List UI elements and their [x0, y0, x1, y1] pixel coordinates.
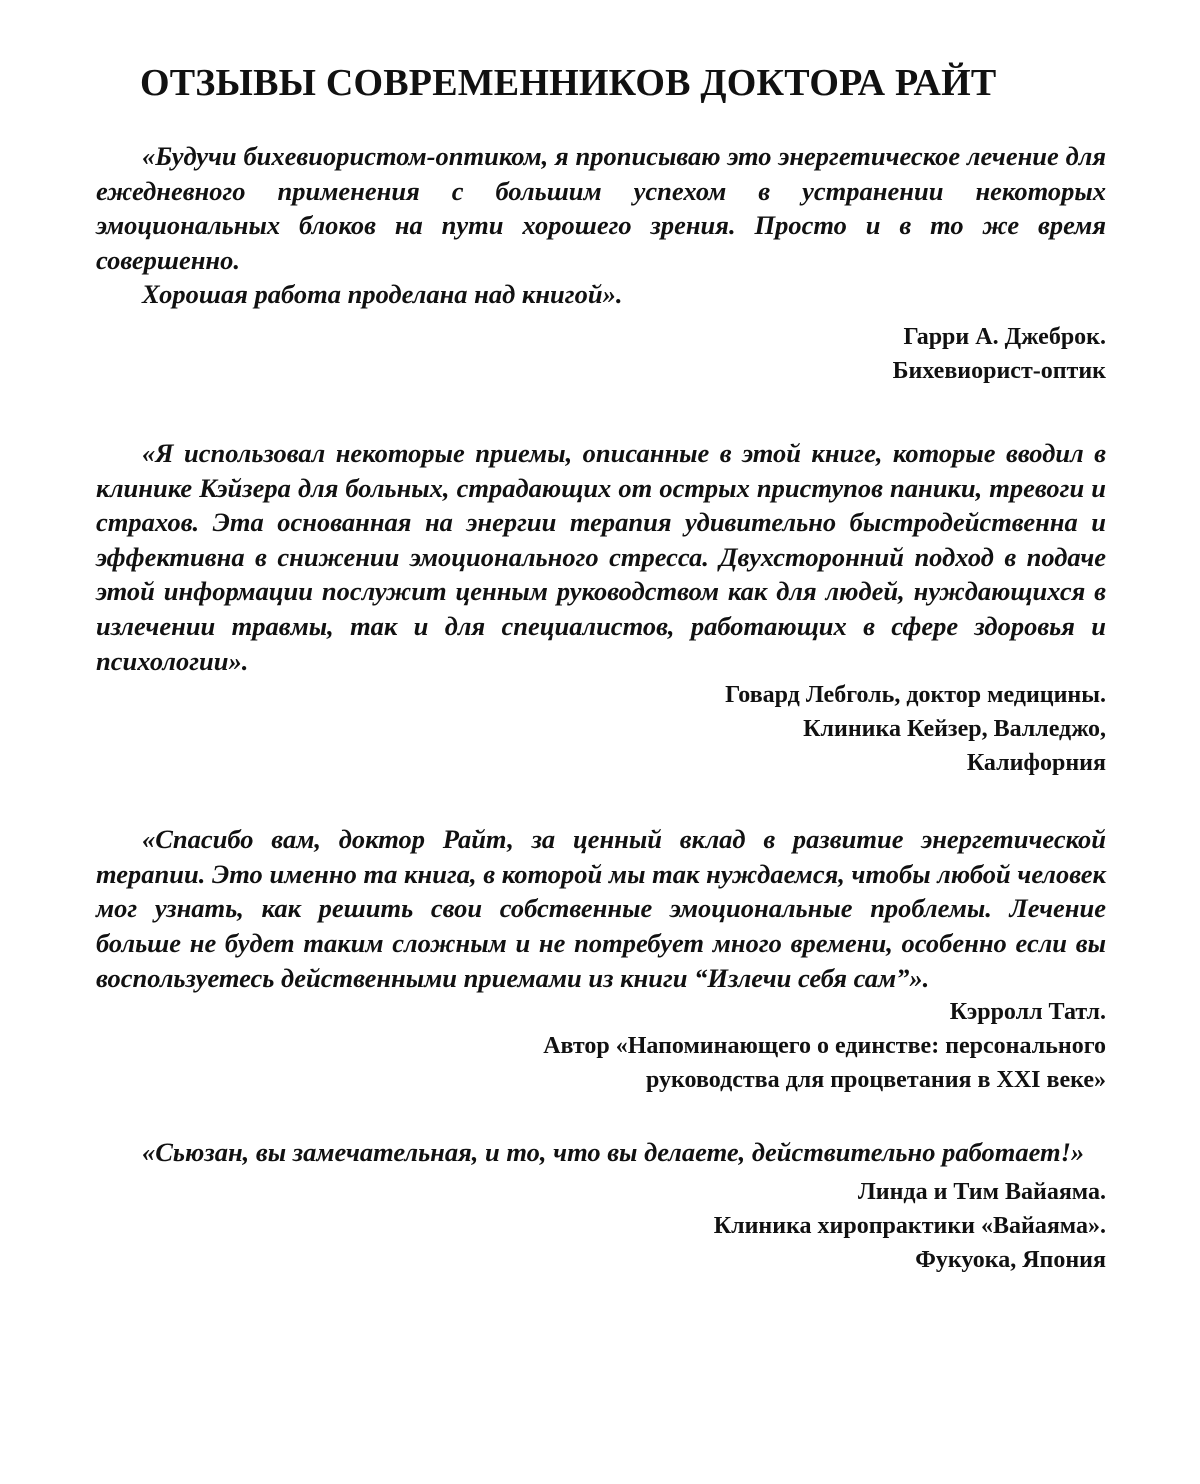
quote-paragraph: «Будучи бихевиористом-оптиком, я прописываю это энергетическое лечение для ежедневного применения с большим успехом в устранении некоторых эмоциональных блоков на пути хорошего зрения. Просто и в то же время совершенно. — [96, 139, 1106, 277]
attribution-line: руководства для процветания в XXI веке» — [96, 1063, 1106, 1097]
testimonial-attribution — [96, 678, 1106, 780]
attribution-line: Клиника Кейзер, Валледжо, — [96, 712, 1106, 746]
quote-paragraph: Хорошая работа проделана над книгой». — [96, 277, 1106, 312]
page-title: ОТЗЫВЫ СОВРЕМЕННИКОВ ДОКТОРА РАЙТ — [140, 58, 1106, 108]
attribution-line: Клиника хиропрактики «Вайаяма». — [96, 1209, 1106, 1243]
testimonial-quote — [96, 1135, 1106, 1170]
attribution-line: Гарри А. Джеброк. — [96, 320, 1106, 354]
attribution-line: Фукуока, Япония — [96, 1243, 1106, 1277]
testimonial-quote — [96, 139, 1106, 312]
testimonial-quote — [96, 822, 1106, 995]
quote-paragraph: «Я использовал некоторые приемы, описанные в этой книге, которые вводил в клинике Кэйзера для больных, страдающих от острых приступов паники, тревоги и страхов. Эта основанная на энергии терапия удивительно быстродейственна и эффективна в снижении эмоционального стресса. Двухсторонний подход в подаче этой информации послужит ценным руководством как для людей, нуждающихся в излечении травмы, так и для специалистов, работающих в сфере здоровья и психологии». — [96, 436, 1106, 678]
attribution-line: Автор «Напоминающего о единстве: персонального — [96, 1029, 1106, 1063]
attribution-line: Калифорния — [96, 746, 1106, 780]
testimonial-quote — [96, 436, 1106, 678]
quote-paragraph: «Спасибо вам, доктор Райт, за ценный вклад в развитие энергетической терапии. Это именно та книга, в которой мы так нуждаемся, чтобы любой человек мог узнать, как решить свои собственные эмоциональные проблемы. Лечение больше не будет таким сложным и не потребует много времени, особенно если вы воспользуетесь действенными приемами из книги “Излечи себя сам”». — [96, 822, 1106, 995]
quote-paragraph: «Сьюзан, вы замечательная, и то, что вы делаете, действительно работает!» — [96, 1135, 1106, 1170]
testimonial-attribution — [96, 995, 1106, 1097]
attribution-line: Бихевиорист-оптик — [96, 354, 1106, 388]
attribution-line: Говард Лебголь, доктор медицины. — [96, 678, 1106, 712]
testimonial-attribution — [96, 320, 1106, 388]
attribution-line: Линда и Тим Вайаяма. — [96, 1175, 1106, 1209]
document-page — [96, 58, 1106, 1277]
testimonial-attribution — [96, 1175, 1106, 1277]
attribution-line: Кэрролл Татл. — [96, 995, 1106, 1029]
